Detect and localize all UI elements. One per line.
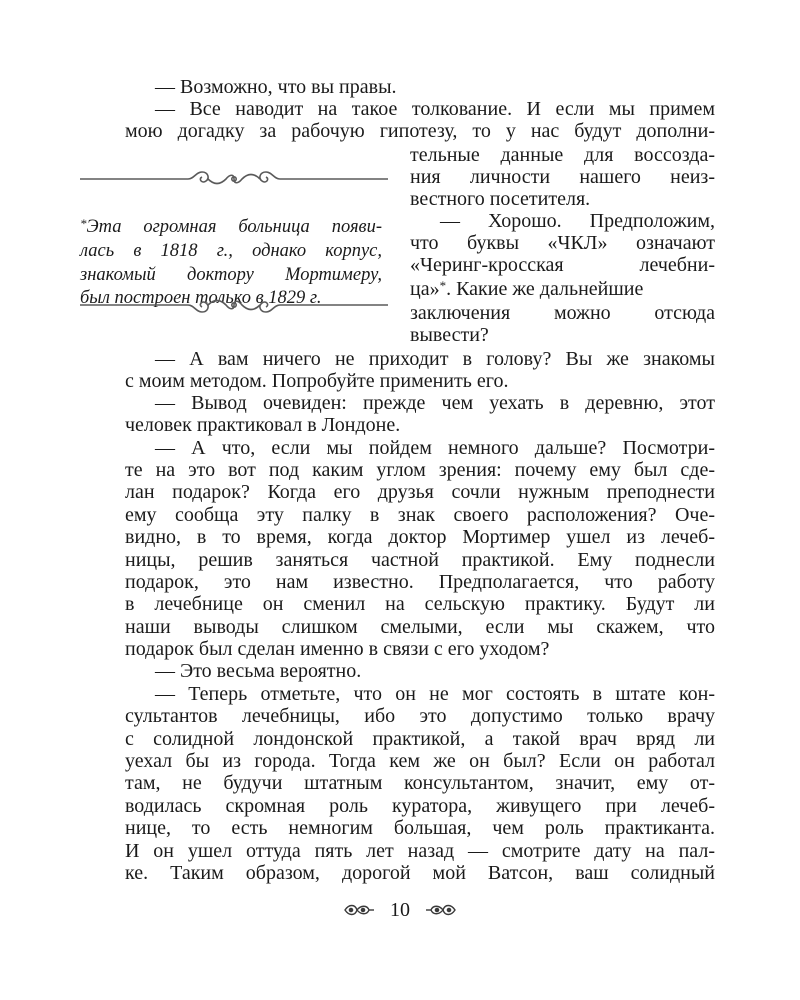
page-number-block (0, 897, 800, 922)
text-line: ему сообща эту палку в знак своего расположения? Оче- (125, 504, 715, 526)
text-line: — Это весьма вероятно. (155, 660, 362, 682)
text-fragment: ца» (410, 278, 440, 300)
text-line-with-footnote-ref (410, 278, 643, 300)
text-line: в лечебнице он сменил на сельскую практику. Будут ли (125, 593, 715, 615)
text-line: — Вывод очевиден: прежде чем уехать в деревню, этот (155, 392, 715, 414)
text-line: что буквы «ЧКЛ» означают (410, 232, 715, 254)
text-line: сультантов лечебницы, ибо это допустимо только врачу (125, 705, 715, 727)
footnote-top-ornament-icon (80, 166, 388, 192)
text-line: наши выводы слишком смелыми, если мы скажем, что (125, 616, 715, 638)
text-line: ния личности нашего неиз- (410, 166, 715, 188)
text-line: — А что, если мы пойдем немного дальше? Посмотри- (155, 437, 715, 459)
text-line: человек практиковал в Лондоне. (125, 414, 401, 436)
text-fragment: . Какие же дальнейшие (446, 278, 644, 300)
text-line: — Все наводит на такое толкование. И если мы примем (155, 98, 715, 120)
footnote-text: Эта огромная больница появи- (86, 216, 382, 237)
text-line: — Хорошо. Предположим, (440, 210, 715, 232)
text-line: уехал бы из города. Тогда кем же он был? Если он работал (125, 750, 715, 772)
text-line: — А вам ничего не приходит в голову? Вы же знакомы (155, 348, 715, 370)
page-ornament-right-icon (425, 902, 457, 918)
text-line: видно, в то время, когда доктор Мортимер ушел из лечеб- (125, 526, 715, 548)
page-ornament-left-icon (343, 902, 375, 918)
text-line: «Черинг-кросская лечебни- (410, 254, 715, 276)
text-line: ницы, решив заняться частной практикой. Ему поднесли (125, 549, 715, 571)
text-line: нице, то есть немногим большая, чем роль практиканта. (125, 817, 715, 839)
text-line: тельные данные для воссозда- (410, 144, 715, 166)
footnote-marker: * (80, 215, 87, 231)
footnote-reference: * (439, 278, 447, 293)
text-line: мою догадку за рабочую гипотезу, то у нас будут дополни- (125, 120, 715, 142)
text-line: И он ушел оттуда пять лет назад — смотрите дату на пал- (125, 840, 715, 862)
footnote-line (80, 216, 382, 238)
text-line: подарок, это нам известно. Предполагается, что работу (125, 571, 715, 593)
text-line: вывести? (410, 324, 489, 346)
text-line: подарок был сделан именно в связи с его уходом? (125, 638, 550, 660)
text-line: с солидной лондонской практикой, а такой врач вряд ли (125, 728, 715, 750)
text-line: водилась скромная роль куратора, живущего при лечеб- (125, 795, 715, 817)
text-line: с моим методом. Попробуйте применить его. (125, 370, 509, 392)
page-number: 10 (390, 899, 410, 922)
text-line: там, не будучи штатным консультантом, значит, ему от- (125, 772, 715, 794)
text-line: лан подарок? Когда его друзья сочли нужным преподнести (125, 481, 715, 503)
footnote-line: знакомый доктору Мортимеру, (80, 264, 382, 285)
text-line: ке. Таким образом, дорогой мой Ватсон, ваш солидный (125, 862, 715, 884)
text-line: вестного посетителя. (410, 188, 591, 210)
text-line: — Теперь отметьте, что он не мог состоять в штате кон- (155, 683, 715, 705)
text-line: заключения можно отсюда (410, 302, 715, 324)
text-line: те на это вот под каким углом зрения: почему ему был сде- (125, 459, 715, 481)
footnote-line: лась в 1818 г., однако корпус, (80, 240, 382, 261)
text-line: — Возможно, что вы правы. (155, 76, 397, 98)
footnote-bottom-ornament-icon (80, 292, 388, 318)
footnote-line: был построен только в 1829 г. (80, 287, 322, 308)
